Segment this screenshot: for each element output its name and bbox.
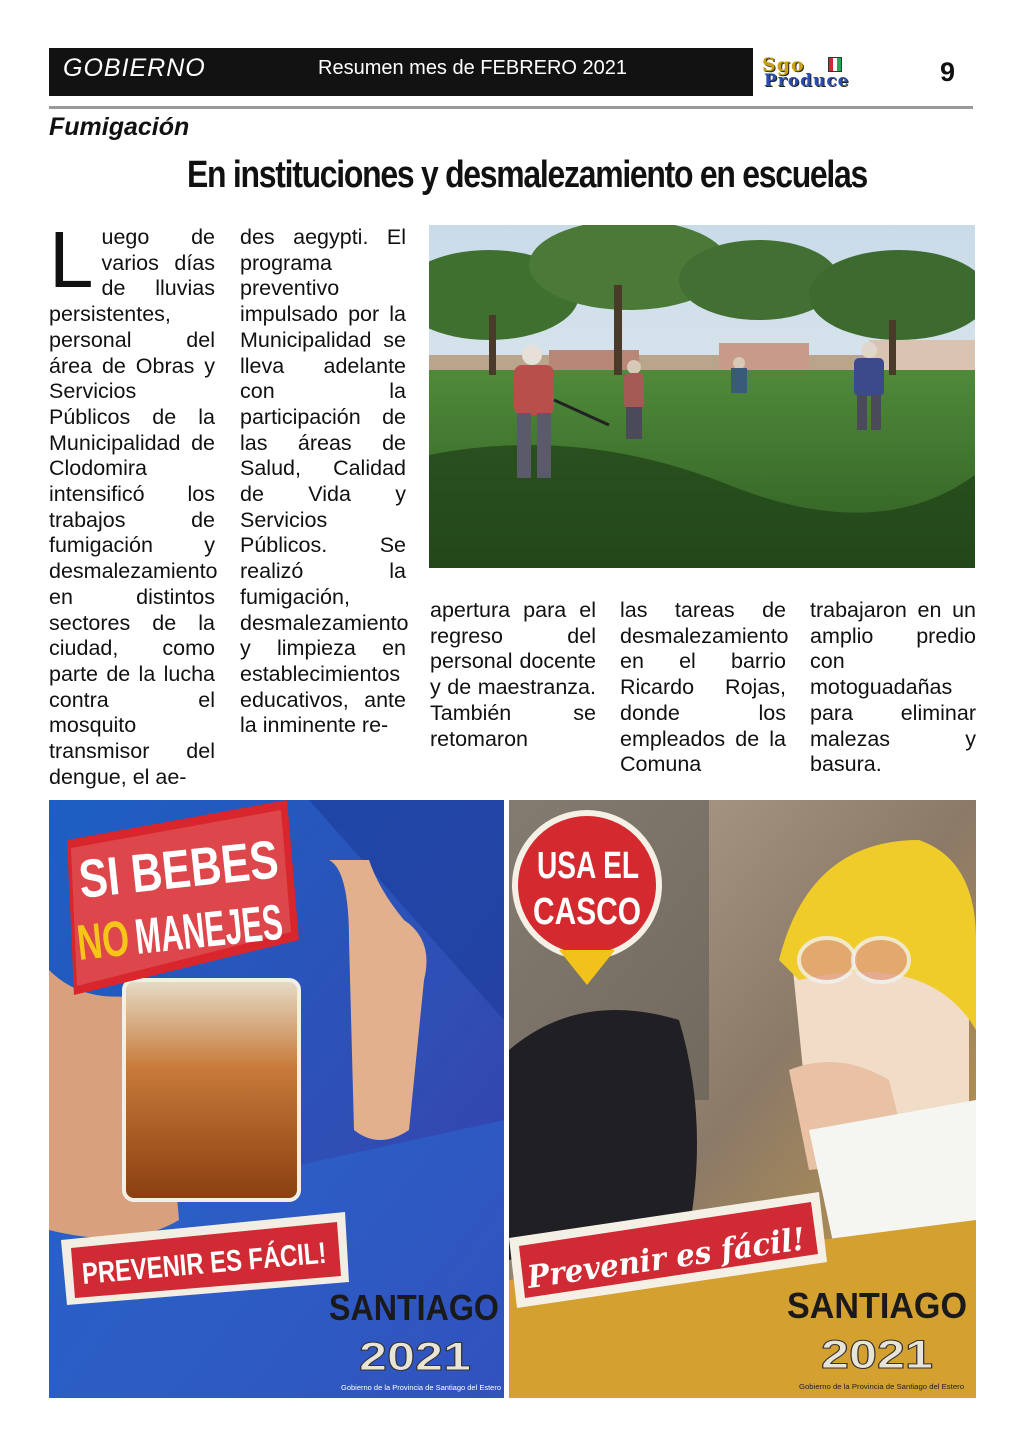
ad-right-headline-2: CASCO <box>533 891 641 933</box>
ad-right-graphic <box>509 800 976 1398</box>
flag-icon <box>828 57 842 72</box>
ad-left-headline-manejes: MANEJES <box>132 883 379 965</box>
section-name: GOBIERNO <box>63 54 206 82</box>
ad-left-year: 2021 <box>359 1335 471 1379</box>
worker-figure-3 <box>731 357 747 393</box>
ad-left-graphic <box>49 800 504 1398</box>
article-kicker: Fumigación <box>49 113 190 141</box>
ad-left-slogan: PREVENIR ES FÁCIL! <box>80 1231 391 1291</box>
article-column-5: trabajaron en un amplio predio con motoguadañas para eliminar malezas y basura. <box>810 598 976 777</box>
article-column-1 <box>49 215 218 795</box>
header-divider <box>49 106 973 109</box>
article-photo <box>429 225 975 568</box>
ad-right-brand: SANTIAGO <box>787 1285 967 1326</box>
publication-logo <box>760 54 900 90</box>
article-column-4: las tareas de desmalezamiento en el barrio Ricardo Rojas, donde los empleados de la Comuna <box>620 598 789 777</box>
ad-right-slogan: Prevenir es fácil! <box>525 1219 824 1296</box>
logo-text-produce: Produce <box>764 71 850 91</box>
ad-right-year: 2021 <box>821 1333 933 1377</box>
whisky-glass <box>124 980 299 1200</box>
ad-right-headline-1: USA EL <box>537 845 639 887</box>
article-column-3: apertura para el regreso del personal docente y de maestranza. También se retomaron <box>430 598 596 751</box>
ad-left-footer: Gobierno de la Provincia de Santiago del Estero <box>341 1385 502 1392</box>
ad-right-footer: Gobierno de la Provincia de Santiago del Estero <box>799 1384 965 1391</box>
column-1-text: uego de varios días de lluvias persistentes, personal del área de Obras y Servicios Públicos de la Municipalidad de Clodomira intensificó los trabajos de fumigación y desmalezamiento en distintos sectores de la ciudad, como parte de la lucha contra el mosquito transmisor del dengue, el ae- <box>49 225 218 789</box>
ad-left-headline-1: SI BEBES <box>75 823 333 910</box>
article-headline: En instituciones y desmalezamiento en escuelas <box>187 154 868 196</box>
article-column-2: des aegypti. El programa preventivo impulsado por la Municipalidad se lleva adelante con la participación de las áreas de Salud, Calidad de Vida y Servicios Públicos. Se realizó la fumigación, desmalezamiento y limpieza en establecimientos educativos, ante la inminente re- <box>240 225 409 738</box>
ad-left-headline-no: NO <box>74 907 155 971</box>
logo-text-sgo: Sgo <box>762 54 805 76</box>
drop-cap: L <box>49 215 94 304</box>
ad-left-brand: SANTIAGO <box>329 1287 499 1328</box>
page-number: 9 <box>940 57 956 87</box>
issue-date: Resumen mes de FEBRERO 2021 <box>318 57 628 79</box>
fumigation-workers-photo <box>429 225 975 568</box>
ad-use-helmet <box>509 800 976 1398</box>
ad-dont-drink-and-drive <box>49 800 504 1398</box>
